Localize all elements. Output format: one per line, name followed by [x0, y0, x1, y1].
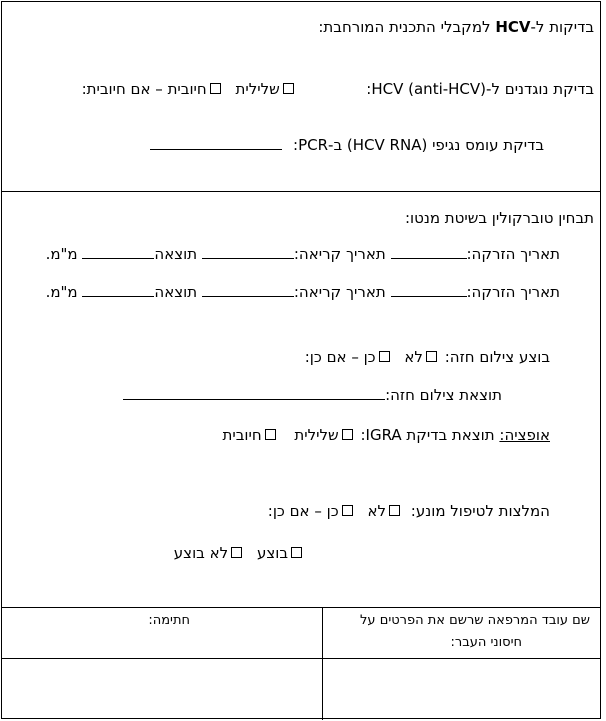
footer-divider-top [2, 607, 600, 608]
antibody-positive-label: חיובית – אם חיובית: [81, 80, 207, 98]
not-done-checkbox[interactable] [231, 547, 242, 558]
reading-date-field-1[interactable] [202, 246, 294, 259]
xray-no-label: לא [404, 348, 423, 366]
preventive-no-checkbox[interactable] [389, 505, 400, 516]
hcv-antibody-row [82, 80, 594, 98]
injection-date-label: תאריך הזרקה: [466, 283, 560, 301]
mantoux-row-1 [46, 245, 560, 263]
pcr-label: בדיקת עומס נגיפי (HCV RNA) ב-PCR: [293, 136, 544, 154]
antibody-negative-checkbox[interactable] [283, 83, 294, 94]
pcr-row [150, 136, 544, 154]
injection-date-field-2[interactable] [391, 284, 467, 297]
mantoux-row-2 [46, 283, 560, 301]
pcr-result-field[interactable] [150, 137, 282, 150]
option-label: אופציה: [499, 426, 550, 444]
xray-row [305, 348, 550, 366]
signature-label: חתימה: [148, 613, 190, 628]
not-done-label: לא בוצע [173, 544, 229, 562]
antibody-negative-label: שלילית [235, 80, 280, 98]
preventive-row [268, 502, 550, 520]
igra-negative-label: שלילית [294, 426, 339, 444]
unit-label: מ"מ. [45, 283, 78, 301]
staff-name-label-line2: חיסוני העבר: [450, 635, 522, 650]
xray-yes-checkbox[interactable] [379, 351, 390, 362]
mantoux-title: תבחין טוברקולין בשיטת מנטו: [404, 209, 594, 227]
signature-field[interactable] [2, 659, 322, 719]
reading-date-field-2[interactable] [202, 284, 294, 297]
result-label: תוצאה [154, 245, 198, 263]
antibody-positive-checkbox[interactable] [210, 83, 221, 94]
xray-yes-label: כן – אם כן: [304, 348, 376, 366]
done-label: בוצע [256, 544, 288, 562]
injection-date-field-1[interactable] [391, 246, 467, 259]
result-label: תוצאה [154, 283, 198, 301]
result-field-1[interactable] [82, 246, 154, 259]
igra-positive-checkbox[interactable] [265, 429, 276, 440]
done-checkbox[interactable] [291, 547, 302, 558]
reading-date-label: תאריך קריאה: [293, 245, 386, 263]
xray-result-field[interactable] [123, 387, 385, 400]
form-frame [1, 1, 601, 719]
xray-result-row [123, 386, 502, 404]
igra-negative-checkbox[interactable] [342, 429, 353, 440]
staff-name-label-line1: שם עובד המרפאה שרשם את הפרטים על [360, 613, 590, 628]
igra-positive-label: חיובית [222, 426, 262, 444]
xray-no-checkbox[interactable] [426, 351, 437, 362]
preventive-yes-label: כן – אם כן: [267, 502, 339, 520]
xray-label: בוצע צילום חזה: [444, 348, 550, 366]
antibody-test-label: בדיקת נוגדנים ל-HCV (anti-HCV): [366, 80, 594, 98]
igra-row [223, 426, 551, 444]
preventive-yes-checkbox[interactable] [342, 505, 353, 516]
hcv-section-title: בדיקות ל-HCV למקבלי התכנית המורחבת: [318, 18, 594, 36]
result-field-2[interactable] [82, 284, 154, 297]
preventive-label: המלצות לטיפול מונע: [410, 502, 550, 520]
section-divider [2, 191, 600, 192]
preventive-no-label: לא [367, 502, 386, 520]
reading-date-label: תאריך קריאה: [293, 283, 386, 301]
staff-name-field[interactable] [323, 659, 601, 719]
igra-label: תוצאת בדיקת IGRA: [360, 426, 495, 444]
treatment-status-row [174, 544, 305, 562]
xray-result-label: תוצאת צילום חזה: [385, 386, 502, 404]
injection-date-label: תאריך הזרקה: [466, 245, 560, 263]
unit-label: מ"מ. [45, 245, 78, 263]
